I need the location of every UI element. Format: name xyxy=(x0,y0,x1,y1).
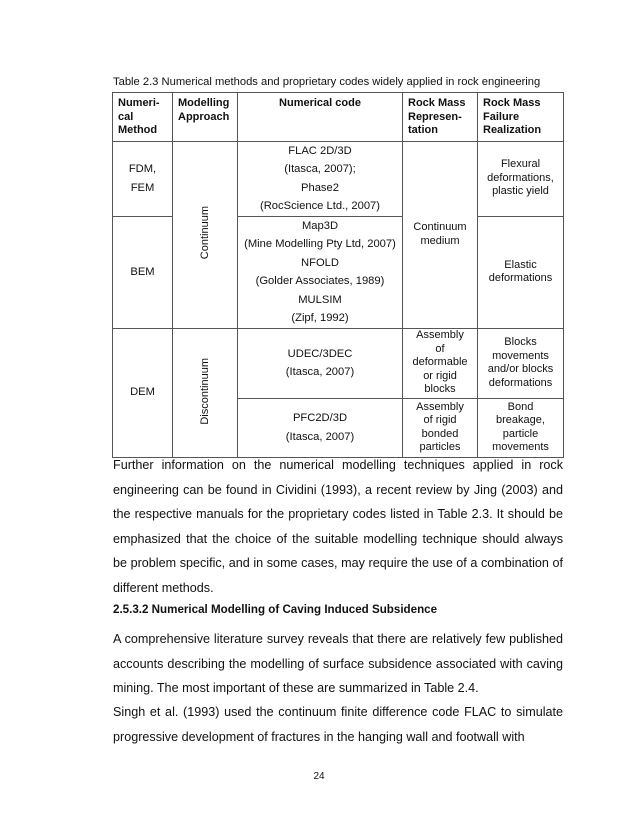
cell-mass-continuum: Continuum medium xyxy=(403,141,478,328)
cell-approach-discontinuum xyxy=(173,328,238,457)
cell-code-fdm: FLAC 2D/3D (Itasca, 2007); Phase2 (RocScience Ltd., 2007) xyxy=(238,141,403,216)
approach-discontinuum-label: Discontinuum xyxy=(199,357,211,425)
numerical-methods-table xyxy=(112,92,564,458)
cell-code-bem: Map3D (Mine Modelling Pty Ltd, 2007) NFOLD (Golder Associates, 1989) MULSIM (Zipf, 1992) xyxy=(238,216,403,328)
cell-code-udec: UDEC/3DEC (Itasca, 2007) xyxy=(238,328,403,398)
body-paragraph-2: A comprehensive literature survey reveals that there are relatively few published accounts describing the modelling of surface subsidence associated with caving mining. The most important of these are summarized in Table 2.4. xyxy=(113,632,563,696)
table-row-udec xyxy=(113,328,564,398)
approach-continuum-label: Continuum xyxy=(199,206,211,260)
cell-method-bem: BEM xyxy=(113,216,173,328)
cell-method-dem: DEM xyxy=(113,328,173,457)
body-paragraph-1: Further information on the numerical modelling techniques applied in rock engineering can be found in Cividini (1993), a recent review by Jing (2003) and the respective manuals for the proprietary codes listed in Table 2.3. It should be emphasized that the choice of the suitable modelling technique should always be problem specific, and in some cases, may require the use of a combination of different methods. xyxy=(113,458,563,595)
header-method: Numeri- cal Method xyxy=(113,93,173,142)
cell-mass-udec: Assembly of deformable or rigid blocks xyxy=(403,328,478,398)
cell-failure-fdm: Flexural deformations, plastic yield xyxy=(478,141,564,216)
cell-mass-pfc: Assembly of rigid bonded particles xyxy=(403,398,478,457)
cell-method-fdm: FDM, FEM xyxy=(113,141,173,216)
section-heading: 2.5.3.2 Numerical Modelling of Caving Induced Subsidence xyxy=(113,603,438,616)
cell-failure-bem: Elastic deformations xyxy=(478,216,564,328)
cell-failure-udec: Blocks movements and/or blocks deformations xyxy=(478,328,564,398)
table-row-fdm xyxy=(113,141,564,216)
header-approach: Modelling Approach xyxy=(173,93,238,142)
table-header-row xyxy=(113,93,564,142)
cell-failure-pfc: Bond breakage, particle movements xyxy=(478,398,564,457)
header-mass: Rock Mass Represen- tation xyxy=(403,93,478,142)
cell-approach-continuum xyxy=(173,141,238,328)
cell-code-pfc: PFC2D/3D (Itasca, 2007) xyxy=(238,398,403,457)
table-caption: Table 2.3 Numerical methods and proprietary codes widely applied in rock engineering xyxy=(113,76,541,88)
header-code: Numerical code xyxy=(238,93,403,142)
page-number: 24 xyxy=(313,771,325,782)
body-paragraph-3: Singh et al. (1993) used the continuum finite difference code FLAC to simulate progressive development of fractures in the hanging wall and footwall with xyxy=(113,705,563,744)
header-failure: Rock Mass Failure Realization xyxy=(478,93,564,142)
